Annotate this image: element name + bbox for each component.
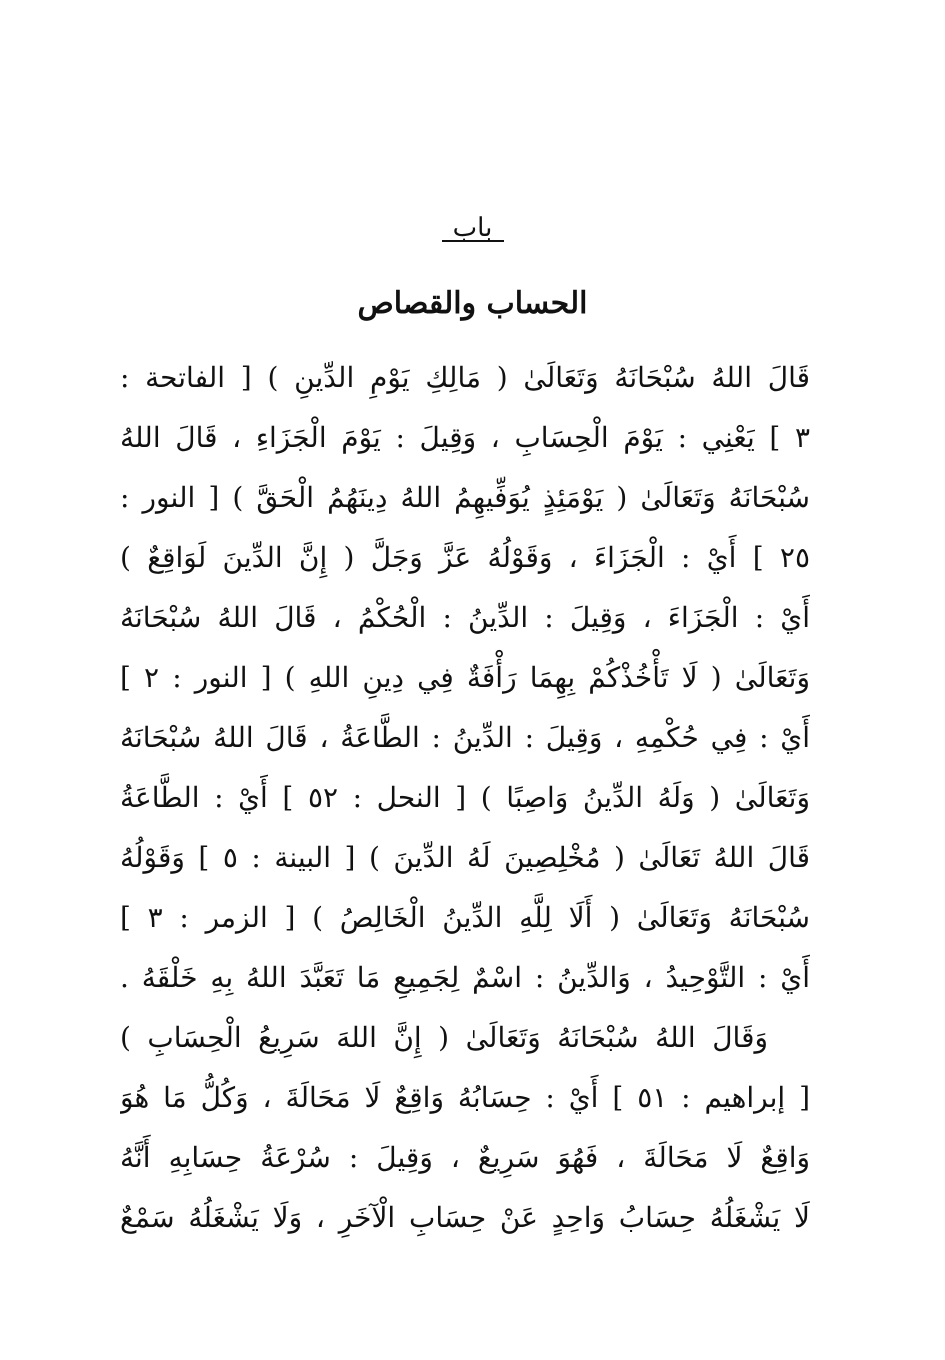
text-line: ٢٥ ] أَيْ : الْجَزَاءَ ، وَقَوْلُهُ عَزَّ وَجَلَّ ( إِنَّ الدِّينَ لَوَاقِعٌ )	[120, 541, 810, 574]
text-line: وَقَالَ اللهُ سُبْحَانَهُ وَتَعَالَىٰ ( إِنَّ اللهَ سَرِيعُ الْحِسَابِ )	[120, 1021, 768, 1054]
text-line: أَيْ : الْجَزَاءَ ، وَقِيلَ : الدِّينُ : الْحُكْمُ ، قَالَ اللهُ سُبْحَانَهُ	[120, 601, 810, 634]
chapter-title: الحساب والقصاص	[357, 286, 588, 321]
text-line: سُبْحَانَهُ وَتَعَالَىٰ ( يَوْمَئِذٍ يُوَفِّيهِمُ اللهُ دِينَهُمُ الْحَقَّ ) [ النور :	[120, 481, 810, 514]
text-line: أَيْ : التَّوْحِيدُ ، وَالدِّينُ : اسْمٌ لِجَمِيعِ مَا تَعَبَّدَ اللهُ بِهِ خَلْقَهُ .	[120, 961, 810, 994]
text-line: ٣ ] يَعْنِي : يَوْمَ الْحِسَابِ ، وَقِيلَ : يَوْمَ الْجَزَاءِ ، قَالَ اللهُ	[120, 421, 810, 454]
chapter-heading-text: باب	[452, 213, 493, 243]
text-line: قَالَ اللهُ تَعَالَىٰ ( مُخْلِصِينَ لَهُ الدِّينَ ) [ البينة : ٥ ] وَقَوْلُهُ	[120, 841, 810, 874]
text-line: وَتَعَالَىٰ ( وَلَهُ الدِّينُ وَاصِبًا ) [ النحل : ٥٢ ] أَيْ : الطَّاعَةُ	[120, 781, 810, 814]
text-line: [ إبراهيم : ٥١ ] أَيْ : حِسَابُهُ وَاقِعٌ لَا مَحَالَةَ ، وَكُلُّ مَا هُوَ	[120, 1081, 810, 1114]
text-line: أَيْ : فِي حُكْمِهِ ، وَقِيلَ : الدِّينُ : الطَّاعَةُ ، قَالَ اللهُ سُبْحَانَهُ	[120, 721, 810, 754]
text-line: لَا يَشْغَلُهُ حِسَابُ وَاحِدٍ عَنْ حِسَابِ الْآخَرِ ، وَلَا يَشْغَلُهُ سَمْعٌ	[120, 1201, 810, 1234]
text-line: وَتَعَالَىٰ ( لَا تَأْخُذْكُمْ بِهِمَا رَأْفَةٌ فِي دِينِ اللهِ ) [ النور : ٢ ]	[120, 661, 810, 694]
text-line: وَاقِعٌ لَا مَحَالَةَ ، فَهُوَ سَرِيعٌ ، وَقِيلَ : سُرْعَةُ حِسَابِهِ أَنَّهُ	[120, 1141, 810, 1174]
text-line: سُبْحَانَهُ وَتَعَالَىٰ ( أَلَا لِلَّهِ الدِّينُ الْخَالِصُ ) [ الزمر : ٣ ]	[120, 901, 810, 934]
body-paragraphs	[120, 348, 810, 1248]
chapter-heading	[0, 208, 945, 242]
text-line: قَالَ اللهُ سُبْحَانَهُ وَتَعَالَىٰ ( مَالِكِ يَوْمِ الدِّينِ ) [ الفاتحة :	[120, 361, 810, 394]
